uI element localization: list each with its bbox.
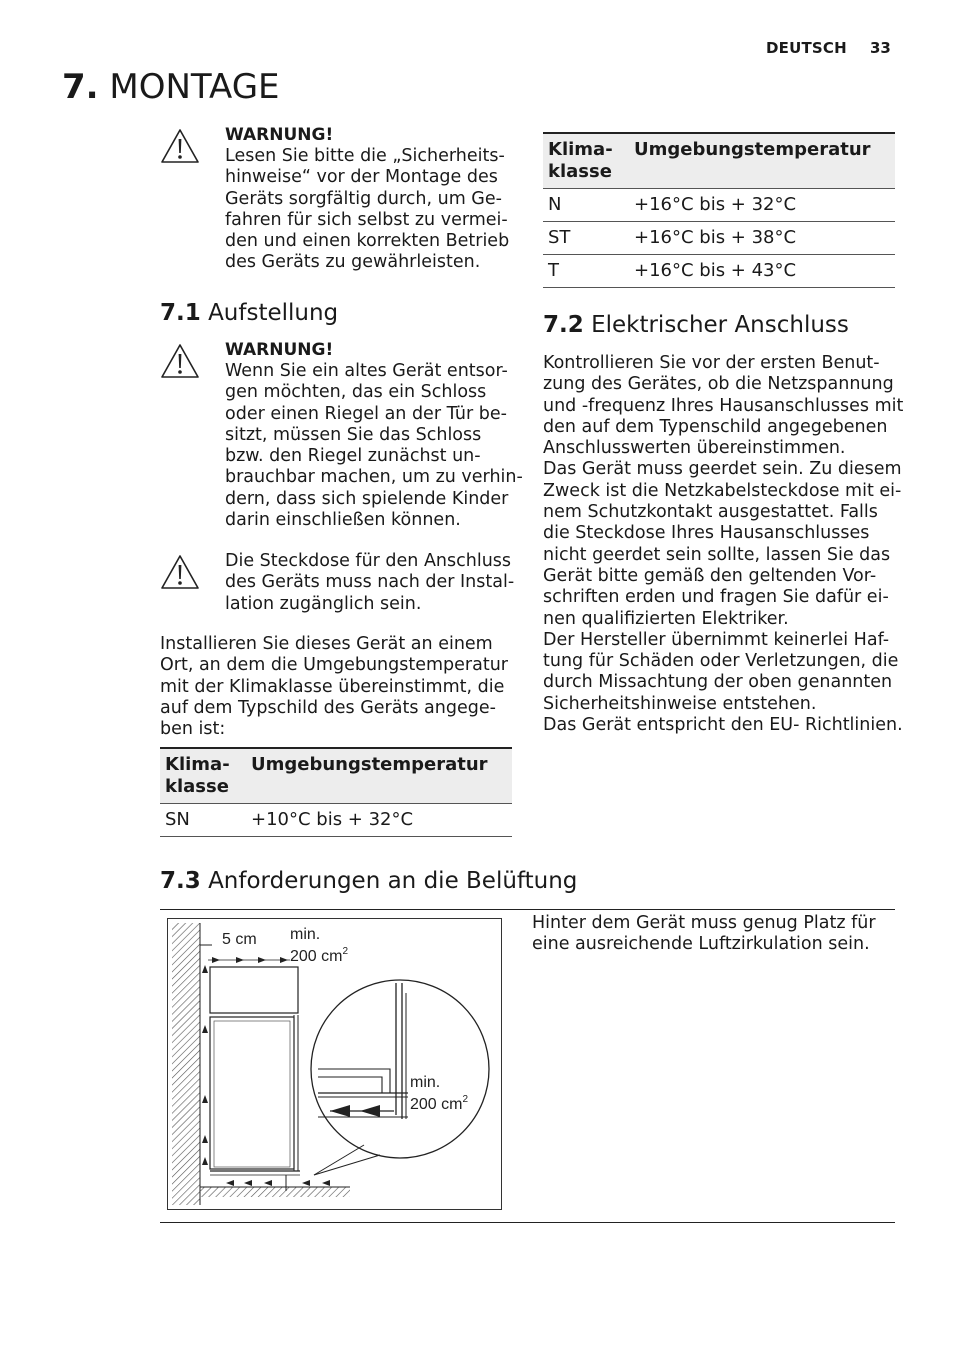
bottom-area-label: 200 $cm^2$ xyxy=(410,1094,469,1113)
section-title: Anforderungen an die Belüftung xyxy=(208,868,578,894)
body-line: nen qualifizierten Elektriker. xyxy=(543,608,789,629)
warning-triangle-icon xyxy=(160,554,200,590)
ventilation-diagram xyxy=(167,918,502,1210)
warning-lock-line: darin einschließen können. xyxy=(225,510,461,531)
table-cell-class: SN xyxy=(160,803,251,836)
section-7-2-body xyxy=(543,353,903,736)
body-line: Gerät bitte gemäß den geltenden Vor- xyxy=(543,565,877,586)
table-cell-temperature: +16°C bis + 32°C xyxy=(634,188,895,221)
section-7-2-heading xyxy=(543,310,849,340)
body-line: Kontrollieren Sie vor der ersten Benut- xyxy=(543,353,880,373)
body-line: Das Gerät muss geerdet sein. Zu diesem xyxy=(543,459,902,480)
warning-lock-line: bzw. den Riegel zunächst un- xyxy=(225,446,481,467)
body-line: tung für Schäden oder Verletzungen, die xyxy=(543,651,899,672)
warning-triangle-icon xyxy=(160,343,200,379)
table-header-class: Klima- klasse xyxy=(165,754,230,797)
body-line: Zweck ist die Netzkabelsteckdose mit ei- xyxy=(543,480,902,501)
body-line: und -frequenz Ihres Hausanschlusses mit xyxy=(543,395,904,416)
body-line: nicht geerdet sein sollte, lassen Sie das xyxy=(543,544,891,565)
body-line: durch Missachtung der oben genannten xyxy=(543,672,893,693)
table-cell-class: N xyxy=(543,188,634,221)
table-cell-temperature: +16°C bis + 38°C xyxy=(634,221,895,254)
warning-main-line: den und einen korrekten Betrieb xyxy=(225,231,510,252)
body-line: zung des Gerätes, ob die Netzspannung xyxy=(543,374,894,395)
section-number: 7.2 xyxy=(543,312,584,338)
climate-table-right xyxy=(543,134,895,288)
table-header-temperature: Umgebungstemperatur xyxy=(251,754,488,775)
warning-main-line: hinweise“ vor der Montage des xyxy=(225,167,498,188)
warning-lock-heading: WARNUNG! xyxy=(225,340,334,360)
chapter-title xyxy=(62,66,280,108)
section-7-1-intro xyxy=(160,634,508,740)
climate-table-left xyxy=(160,749,512,837)
warning-main-line: des Geräts zu gewährleisten. xyxy=(225,252,481,273)
caution-socket xyxy=(225,551,514,615)
body-line: Hinter dem Gerät muss genug Platz für xyxy=(532,913,876,933)
table-cell-temperature: +10°C bis + 32°C xyxy=(251,803,512,836)
body-line: den auf dem Typenschild angegebenen xyxy=(543,416,888,437)
warning-lock-line: sitzt, müssen Sie das Schloss xyxy=(225,424,482,445)
warning-triangle-icon xyxy=(160,128,200,164)
table-cell-class: T xyxy=(543,254,634,287)
section-title: Elektrischer Anschluss xyxy=(591,312,849,338)
appliance-inner xyxy=(214,1021,290,1167)
warning-lock-line: oder einen Riegel an der Tür be- xyxy=(225,403,507,424)
chapter-title-text: MONTAGE xyxy=(109,67,280,107)
table-header-class: Klima- klasse xyxy=(548,139,613,182)
warning-main-line: Geräts sorgfältig durch, um Ge- xyxy=(225,188,502,209)
table-row xyxy=(543,188,895,221)
section-7-3-heading xyxy=(160,866,577,896)
body-line: die Steckdose Ihres Hausanschlusses xyxy=(543,523,870,544)
top-area-label: 200 $cm^2$ xyxy=(290,946,349,965)
bottom-min-label: min. xyxy=(410,1074,441,1091)
intro-line: mit der Klimaklasse übereinstimmt, die xyxy=(160,676,505,697)
intro-line: Ort, an dem die Umgebungstemperatur xyxy=(160,655,508,676)
section-title: Aufstellung xyxy=(208,300,339,326)
floor-hatch xyxy=(200,1187,350,1197)
page-number: 33 xyxy=(870,39,891,57)
table-header-temperature: Umgebungstemperatur xyxy=(634,139,871,160)
intro-line: ben ist: xyxy=(160,719,226,740)
body-line: Anschlusswerten übereinstimmen. xyxy=(543,438,846,459)
intro-line: Installieren Sie dieses Gerät an einem xyxy=(160,634,493,654)
caution-socket-line: lation zugänglich sein. xyxy=(225,593,422,614)
section-7-3-body xyxy=(532,913,876,956)
upper-cabinet xyxy=(210,967,298,1013)
magnifier-pointer xyxy=(314,1145,364,1175)
warning-main-heading: WARNUNG! xyxy=(225,125,334,145)
gap-label: 5 cm xyxy=(222,931,257,948)
warning-lock-line: dern, dass sich spielende Kinder xyxy=(225,488,509,509)
warning-lock-line: Wenn Sie ein altes Gerät entsor- xyxy=(225,361,508,381)
warning-main-line: Lesen Sie bitte die „Sicherheits- xyxy=(225,146,505,166)
table-row xyxy=(160,803,512,836)
warning-main-line: fahren für sich selbst zu vermei- xyxy=(225,209,508,230)
body-line: schriften erden und fragen Sie dafür ei- xyxy=(543,587,889,608)
chapter-number: 7. xyxy=(62,67,99,107)
table-row xyxy=(543,221,895,254)
body-line: eine ausreichende Luftzirkulation sein. xyxy=(532,934,870,955)
table-row xyxy=(543,254,895,287)
intro-line: auf dem Typschild des Geräts angege- xyxy=(160,697,496,718)
top-min-label: min. xyxy=(290,926,321,943)
warning-lock-line: brauchbar machen, um zu verhin- xyxy=(225,467,523,488)
header-language: DEUTSCH xyxy=(766,39,847,57)
table-cell-temperature: +16°C bis + 43°C xyxy=(634,254,895,287)
body-line: Sicherheitshinweise entstehen. xyxy=(543,693,817,714)
section-7-3-bottom-rule xyxy=(160,1222,895,1223)
magnifier-pointer xyxy=(314,1155,380,1175)
section-7-1-heading xyxy=(160,298,338,328)
wall-hatch xyxy=(172,923,200,1205)
section-number: 7.1 xyxy=(160,300,201,326)
caution-socket-line: Die Steckdose für den Anschluss xyxy=(225,551,512,571)
wall-airflow-arrows xyxy=(202,965,208,1165)
section-7-3-top-rule xyxy=(160,909,895,910)
body-line: Das Gerät entspricht den EU- Richtlinien. xyxy=(543,715,903,736)
top-airflow-arrows xyxy=(208,957,290,963)
warning-lock xyxy=(225,340,523,531)
warning-main xyxy=(225,125,509,274)
appliance-body xyxy=(210,1017,294,1169)
table-cell-class: ST xyxy=(543,221,634,254)
caution-socket-line: des Geräts muss nach der Instal- xyxy=(225,572,515,593)
body-line: Der Hersteller übernimmt keinerlei Haf- xyxy=(543,629,890,650)
section-number: 7.3 xyxy=(160,868,201,894)
ventilation-diagram-drawing xyxy=(168,919,501,1209)
body-line: nem Schutzkontakt ausgestattet. Falls xyxy=(543,502,878,523)
warning-lock-line: gen möchten, das ein Schloss xyxy=(225,382,487,403)
